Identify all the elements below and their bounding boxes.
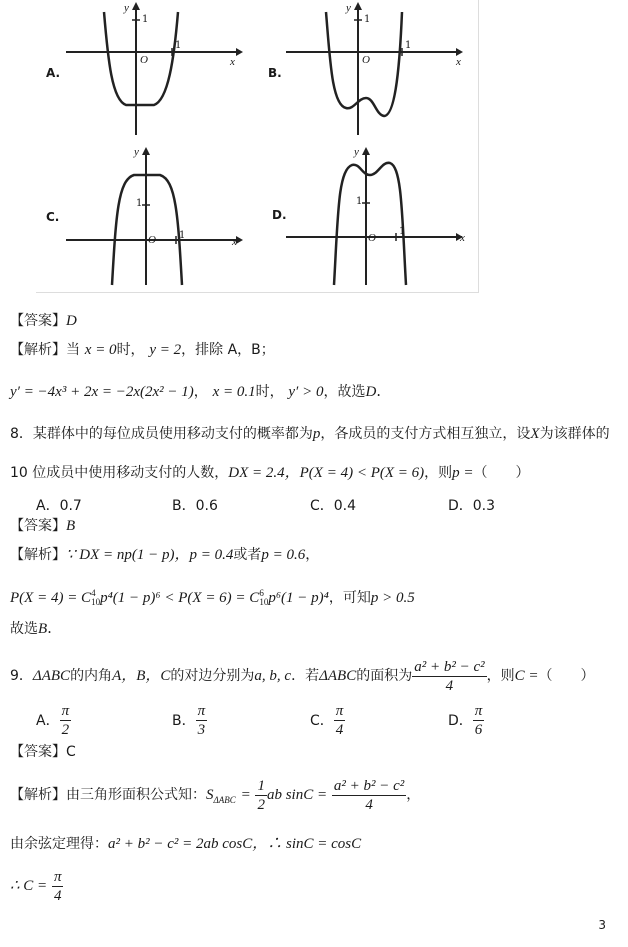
graph-b-origin: O: [362, 54, 370, 66]
q7-answer: 【答案】D: [10, 313, 77, 329]
q9-option-a: A． $\frac{\pi}{2}$: [36, 703, 70, 738]
graph-d-y-label: y: [354, 146, 359, 158]
q8-analysis-line1: 【解析】∵ DX = np(1 − p)，p = 0.4或者p = 0.6，: [10, 547, 320, 563]
q8-option-a: A．0.7: [36, 498, 82, 514]
graph-c-tick-x: 1: [179, 230, 186, 241]
graph-c-x-label: x: [232, 236, 237, 248]
graph-b: [266, 0, 476, 140]
q8-option-c: C．0.4: [310, 498, 357, 514]
graph-b-tick-x: 1: [405, 40, 412, 51]
graph-a-label: A.: [46, 66, 61, 80]
q8-stem-line1: 8．某群体中的每位成员使用移动支付的概率都为p，各成员的支付方式相互独立，设X为该群体的: [10, 426, 610, 442]
q9-option-b: B． $\frac{\pi}{3}$: [172, 703, 206, 738]
q9-analysis-line3: ∴ C = $\frac{\pi}{4}$: [10, 868, 62, 904]
graph-d-label: D.: [272, 208, 287, 222]
graph-c-y-label: y: [134, 146, 139, 158]
q8-analysis-line2: P(X = 4) = C 4 10 p⁴(1 − p)⁶ < P(X = 6) = C 6 10 p⁶(1 − p)⁴，可知p > 0.5: [10, 588, 415, 607]
graph-c-tick-y: 1: [136, 198, 143, 209]
graph-c-label: C.: [46, 210, 60, 224]
graph-a-x-label: x: [230, 56, 235, 68]
graph-c: [36, 145, 256, 290]
q9-analysis-line1: 【解析】由三角形面积公式知：$S_{\Delta ABC}$ = $\frac{1}{2}$ ab sinC = $\frac{\text{a² + b² − c²}}{4}$ ，: [10, 777, 421, 813]
q9-option-d: D． $\frac{\pi}{6}$: [448, 703, 483, 738]
q7-analysis-line1: 【解析】当 x = 0时， y = 2，排除 A，B；: [10, 342, 275, 358]
q8-analysis-line3: 故选B.: [10, 619, 52, 637]
q7-analysis-line2: y′ = −4x³ + 2x = −2x(2x² − 1)， x = 0.1时， y′ > 0，故选D.: [10, 382, 382, 400]
page-number: 3: [598, 918, 606, 932]
graph-d: [266, 145, 476, 290]
q8-answer: 【答案】B: [10, 518, 76, 534]
q9-answer: 【答案】C: [10, 744, 76, 760]
q8-stem-line2: 10 位成员中使用移动支付的人数，DX = 2.4，P(X = 4) < P(X = 6)，则p =（ ）: [10, 465, 530, 481]
q9-option-c: C． $\frac{\pi}{4}$: [310, 703, 344, 738]
q9-stem-fraction: $\frac{\text{a² + b² − c²}}{4}$: [414, 658, 485, 694]
graph-d-tick-x: 1: [399, 226, 406, 237]
graph-b-x-label: x: [456, 56, 461, 68]
graph-c-origin: O: [148, 234, 156, 246]
graph-d-tick-y: 1: [356, 196, 363, 207]
q9-analysis-line2: 由余弦定理得：a² + b² − c² = 2ab cosC，∴ sinC = cosC: [10, 836, 362, 852]
graph-b-y-label: y: [346, 2, 351, 14]
q8-option-d: D．0.3: [448, 498, 496, 514]
graph-a-y-label: y: [124, 2, 129, 14]
graph-b-tick-y: 1: [364, 14, 371, 25]
q8-option-b: B．0.6: [172, 498, 218, 514]
q9-stem: 9．ΔABC的内角A，B，C的对边分别为a, b, c．若ΔABC的面积为 $\frac{\text{a² + b² − c²}}{4}$ ，则C =（ ）: [10, 658, 595, 694]
graph-panel: [36, 0, 479, 293]
graph-a-tick-x: 1: [175, 40, 182, 51]
graph-d-x-label: x: [460, 232, 465, 244]
graph-d-origin: O: [368, 232, 376, 244]
graph-b-label: B.: [268, 66, 282, 80]
graph-a-origin: O: [140, 54, 148, 66]
graph-a-tick-y: 1: [142, 14, 149, 25]
